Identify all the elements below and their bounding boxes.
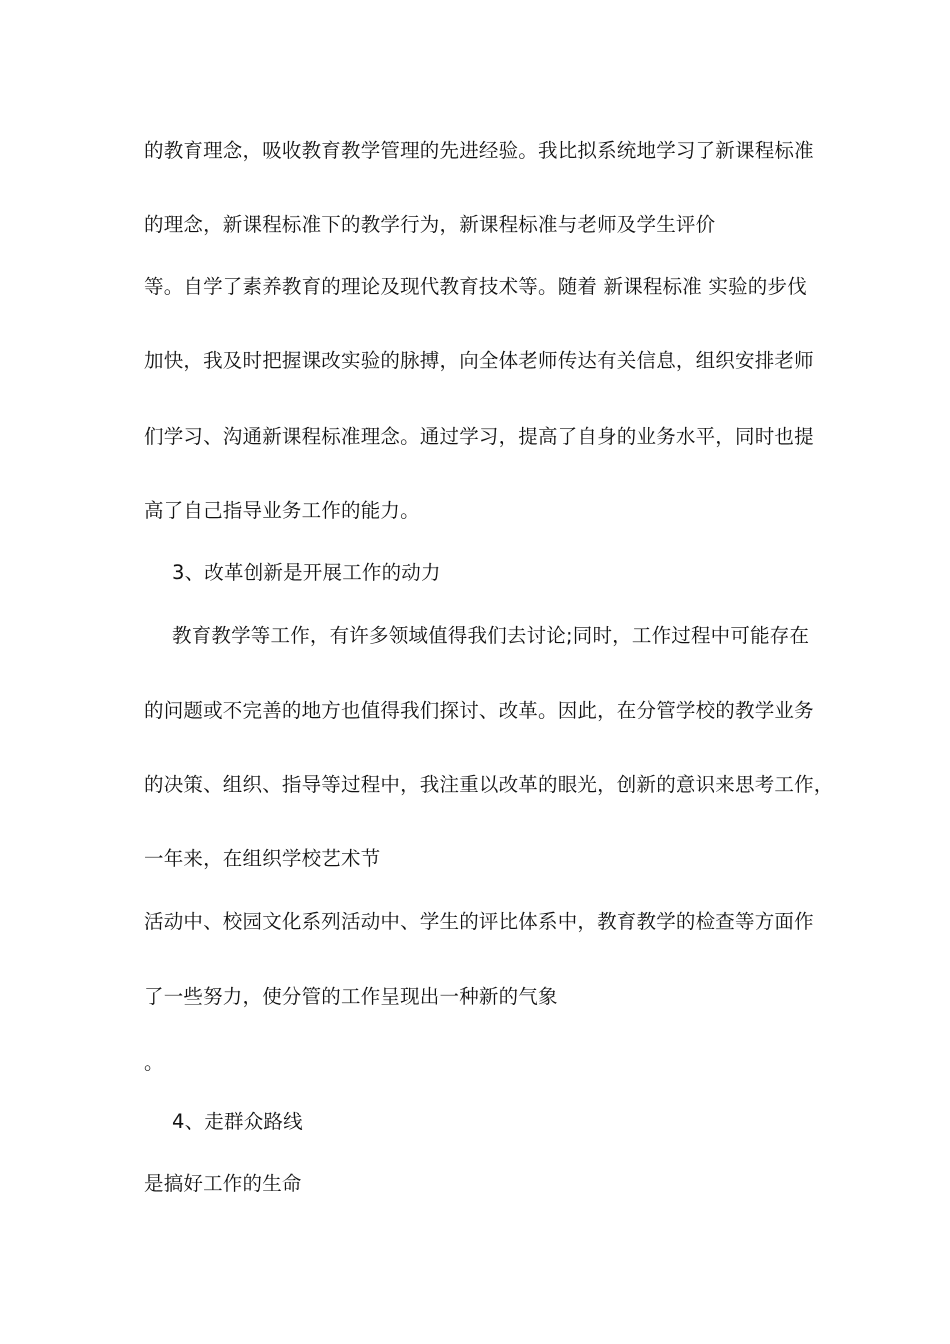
paragraph-line: 活动中、校园文化系列活动中、学生的评比体系中，教育教学的检查等方面作 <box>144 910 814 933</box>
paragraph-line: 一年来，在组织学校艺术节 <box>144 847 381 870</box>
paragraph-line: 是搞好工作的生命 <box>144 1172 302 1195</box>
section-heading: 4、走群众路线 <box>172 1110 303 1133</box>
paragraph-line: 们学习、沟通新课程标准理念。通过学习，提高了自身的业务水平，同时也提 <box>144 425 814 448</box>
paragraph-line: 等。自学了素养教育的理论及现代教育技术等。随着 新课程标准 实验的步伐 <box>144 275 807 298</box>
paragraph-line: 教育教学等工作，有许多领域值得我们去讨论;同时，工作过程中可能存在 <box>172 624 810 647</box>
paragraph-line: 加快，我及时把握课改实验的脉搏，向全体老师传达有关信息，组织安排老师 <box>144 349 814 372</box>
paragraph-line: 。 <box>144 1051 164 1074</box>
paragraph-line: 的问题或不完善的地方也值得我们探讨、改革。因此，在分管学校的教学业务 <box>144 699 814 722</box>
paragraph-line: 了一些努力，使分管的工作呈现出一种新的气象 <box>144 985 558 1008</box>
section-heading: 3、改革创新是开展工作的动力 <box>172 561 441 584</box>
paragraph-line: 高了自己指导业务工作的能力。 <box>144 499 420 522</box>
paragraph-line: 的理念，新课程标准下的教学行为，新课程标准与老师及学生评价 <box>144 213 716 236</box>
paragraph-line: 的教育理念，吸收教育教学管理的先进经验。我比拟系统地学习了新课程标准 <box>144 139 814 162</box>
paragraph-line: 的决策、组织、指导等过程中，我注重以改革的眼光，创新的意识来思考工作， <box>144 773 834 796</box>
